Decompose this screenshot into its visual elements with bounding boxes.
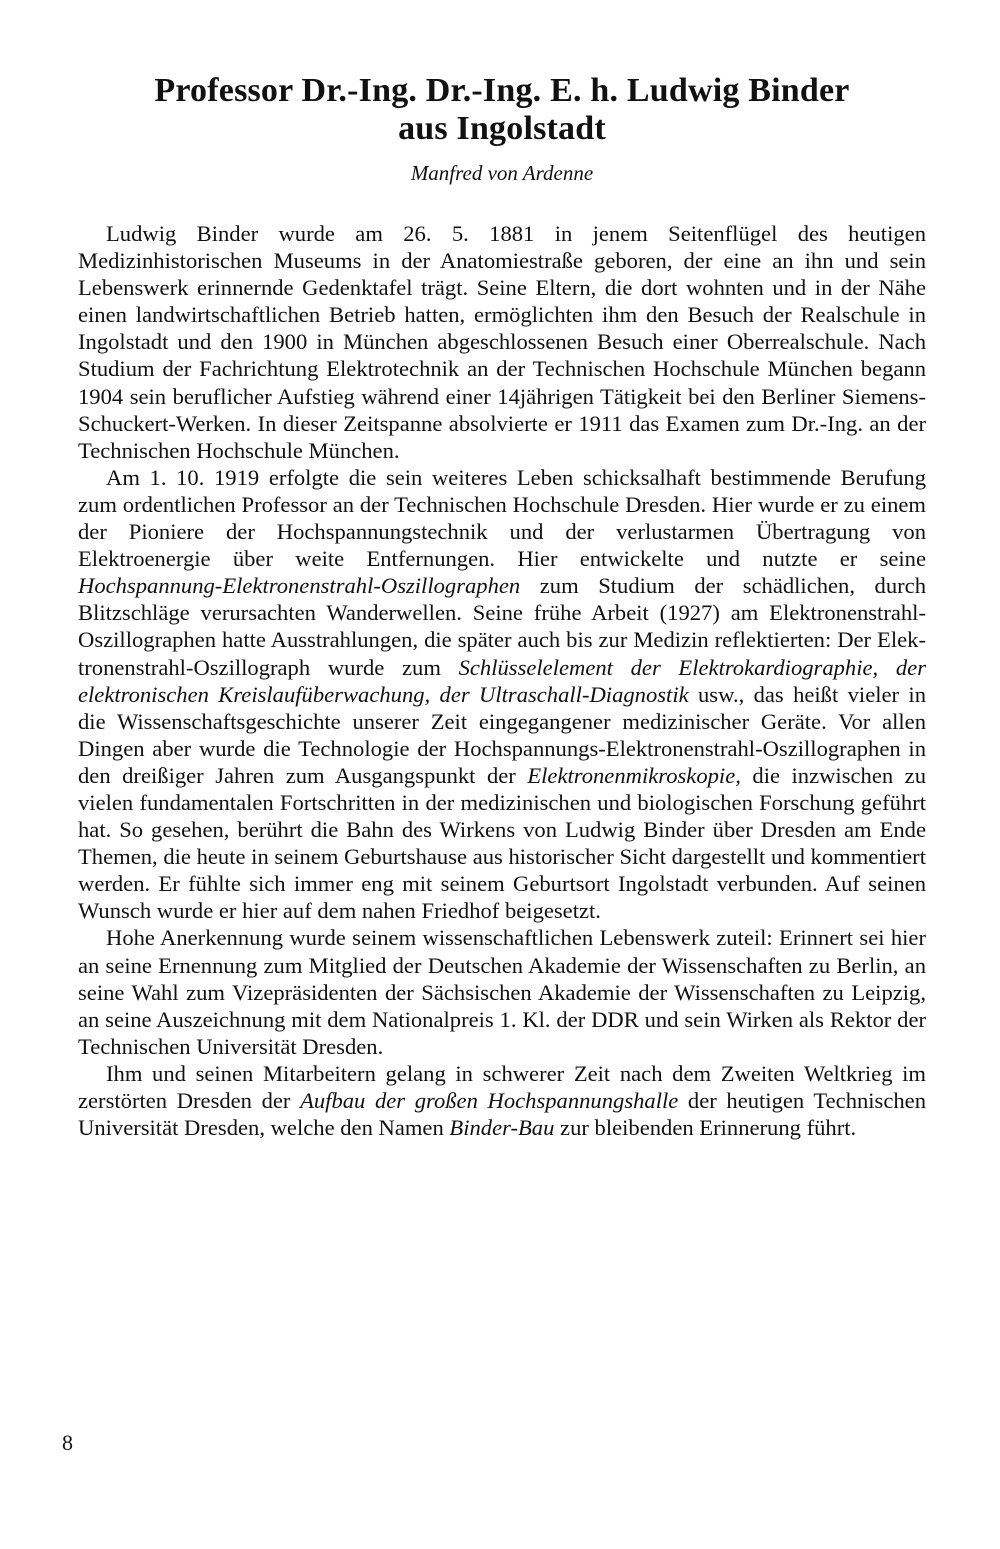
text-run: die inzwischen zu vielen fundamentalen Fortschritten in der medizinischen und biologischen Forschung geführt hat. So gesehen, berührt die Bahn des Wirkens von Ludwig Binder über Dresden am Ende Themen, die heute in seinem Geburtshause aus historischer Sicht dargestellt und kommentiert werden. Er fühlte sich immer eng mit seinem Geburtsort Ingolstadt verbunden. Auf seinen Wunsch wurde er hier auf dem nahen Friedhof beigesetzt. [78,762,926,924]
italic-term: Aufbau der großen Hochspannungshalle [300,1088,679,1113]
italic-term: Schlüsselelement der Elektrokardiographie, der elektronischen Kreislaufüberwachung, der Ultraschall-Diagnostik [78,654,926,707]
paragraph-1 [78,220,926,464]
text-run: zum Studium der schädlichen, durch Blitzschläge verursachten Wanderwellen. Seine frühe Arbeit (1927) am Elektronenstrahl-Oszillographen hatte Ausstrahlungen, die später auch bis zur Medizin reflektierten: Der Elektronenstrahl-Oszillograph wurde zum [78,573,926,680]
text-run: Hohe Anerkennung wurde seinem wissenschaftlichen Lebenswerk zuteil: Erinnert sei hier an seine Ernennung zum Mitglied der Deutschen Akademie der Wissenschaften zu Berlin, an seine Wahl zum Vizepräsidenten der Sächsischen Akademie der Wissenschaften zu Leipzig, an seine Auszeichnung mit dem Nationalpreis 1. Kl. der DDR und sein Wirken als Rektor der Technischen Universität Dresden. [78,925,926,1059]
title-line-2: aus Ingolstadt [398,110,606,147]
italic-term: Elektronenmikroskopie, [527,762,741,788]
title-line-1: Professor Dr.-Ing. Dr.-Ing. E. h. Ludwig Binder [154,72,850,109]
article-body [78,220,926,1141]
text-run: Ihm und seinen Mitarbeitern gelang in schwerer Zeit nach dem Zweiten Weltkrieg im zerstörten Dresden der [78,1060,926,1113]
paragraph-4 [78,1060,926,1141]
author-name: Manfred von Ardenne [410,161,594,185]
italic-term: Binder-Bau [449,1115,555,1141]
italic-term: Hochspannung-Elektronenstrahl-Oszillographen [78,573,521,599]
paragraph-2 [78,464,926,925]
article-title [78,72,926,148]
text-run: Am 1. 10. 1919 erfolgte die sein weiteres Leben schicksalhaft bestimmende Berufung zum ordentlichen Professor an der Technischen Hochschule Dresden. Hier wurde er zu einem der Pioniere der Hochspannungstechnik und der verlustarmen Übertragung von Elektroenergie über weite Entfernungen. Hier entwickelte und nutzte er seine [78,464,926,572]
text-run: usw., das heißt vieler in die Wissenschaftsgeschichte unserer Zeit eingegangener medizinischer Geräte. Vor allen Dingen aber wurde die Technologie der Hochspannungs-Elektronenstrahl-Oszillographen in den dreißiger Jahren zum Ausgangspunkt der [78,681,926,788]
text-run: Ludwig Binder wurde am 26. 5. 1881 in jenem Seitenflügel des heutigen Medizinhistorischen Museums in der Anatomiestraße geboren, der eine an ihn und sein Lebenswerk erinnernde Gedenktafel trägt. Seine Eltern, die dort wohnten und in der Nähe einen landwirtschaftlichen Betrieb hatten, ermöglichten ihm den Besuch der Realschule in Ingolstadt und den 1900 in München abgeschlossenen Besuch einer Oberrealschule. Nach Studium der Fachrichtung Elektrotechnik an der Technischen Hochschule München begann 1904 sein beruflicher Aufstieg während einer 14jährigen Tätigkeit bei den Berliner Siemens-Schuckert-Werken. In dieser Zeitspanne absolvierte er 1911 das Examen zum Dr.-Ing. an der Technischen Hochschule München. [78,221,926,463]
paragraph-3 [78,924,926,1059]
document-page [78,72,926,1141]
text-run: der heutigen Technischen Universität Dresden, welche den Namen [78,1088,927,1141]
page-number: 8 [62,1430,73,1455]
text-run: zur bleibenden Erinnerung führt. [554,1115,857,1141]
